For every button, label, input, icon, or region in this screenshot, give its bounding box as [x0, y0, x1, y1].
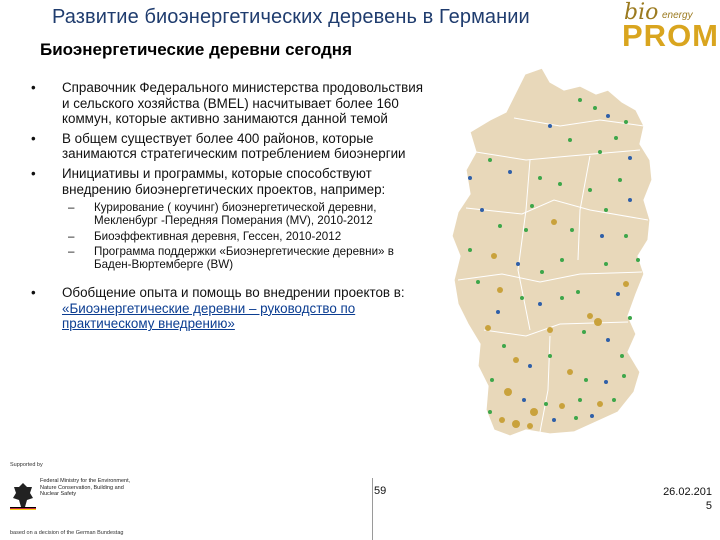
village-dot-green — [578, 398, 582, 402]
page-number: 59 — [374, 485, 387, 497]
village-dot-blue — [606, 338, 610, 342]
village-dot-blue — [590, 414, 594, 418]
village-dot-gold — [504, 388, 512, 396]
date-line-2: 5 — [705, 500, 712, 512]
bullet-text: Справочник Федерального министерства продовольствия и сельского хозяйства (BMEL) насчитывает более 160 коммун, которые активно занимаются данной темой — [62, 80, 424, 127]
village-dot-green — [574, 416, 578, 420]
ministry-name: Federal Ministry for the Environment, Nature Conservation, Building and Nuclear Safety — [40, 478, 131, 497]
village-dot-blue — [522, 398, 526, 402]
village-dot-green — [560, 296, 564, 300]
village-dot-green — [578, 98, 582, 102]
village-dot-green — [612, 398, 616, 402]
germany-map — [430, 60, 680, 460]
village-dot-green — [548, 354, 552, 358]
village-dot-blue — [628, 198, 632, 202]
village-dot-gold — [623, 281, 629, 287]
village-dot-gold — [547, 327, 553, 333]
village-dot-green — [488, 410, 492, 414]
village-dot-green — [498, 224, 502, 228]
village-dot-green — [593, 106, 597, 110]
village-dot-gold — [587, 313, 593, 319]
village-dot-green — [570, 228, 574, 232]
logo-prom-text: PROM — [622, 18, 719, 53]
supported-by-label: Supported by — [10, 462, 43, 468]
village-dot-gold — [491, 253, 497, 259]
village-dot-green — [558, 182, 562, 186]
village-dot-gold — [512, 420, 520, 428]
village-dot-green — [614, 136, 618, 140]
village-dot-green — [502, 344, 506, 348]
bullet-text: Обобщение опыта и помощь во внедрении проектов в: — [62, 285, 405, 301]
village-dot-green — [560, 258, 564, 262]
village-dot-green — [636, 258, 640, 262]
bullet-text: В общем существует более 400 районов, которые занимаются стратегическим потреблением биоэнергии — [62, 130, 406, 162]
village-dot-green — [582, 330, 586, 334]
village-dot-green — [544, 402, 548, 406]
bullet-item — [28, 80, 428, 127]
village-dot-blue — [548, 124, 552, 128]
village-dot-gold — [551, 219, 557, 225]
village-dot-blue — [538, 302, 542, 306]
slide-date — [658, 485, 712, 513]
village-dot-gold — [594, 318, 602, 326]
village-dot-blue — [528, 364, 532, 368]
date-line-1: 26.02.201 — [663, 486, 712, 498]
bullet-item — [28, 285, 428, 332]
village-dot-green — [622, 374, 626, 378]
village-dot-green — [490, 378, 494, 382]
bioenergy-prom-logo — [620, 0, 719, 53]
slide-title: Развитие биоэнергетических деревень в Германии — [52, 6, 530, 28]
village-dot-blue — [628, 156, 632, 160]
bullet-item — [28, 131, 428, 162]
village-dot-gold — [513, 357, 519, 363]
footer-divider — [372, 478, 373, 540]
village-dot-gold — [530, 408, 538, 416]
village-dot-green — [488, 158, 492, 162]
sub-bullet-item: – Программа поддержки «Биоэнергетические деревни» в Баден-Вюртемберге (BW) — [62, 245, 428, 271]
village-dot-green — [618, 178, 622, 182]
bullet-list — [28, 80, 428, 336]
village-dot-gold — [567, 369, 573, 375]
village-dot-green — [476, 280, 480, 284]
village-dot-blue — [606, 114, 610, 118]
village-dot-blue — [552, 418, 556, 422]
village-dot-green — [604, 262, 608, 266]
village-dot-blue — [496, 310, 500, 314]
slide-subtitle: Биоэнергетические деревни сегодня — [40, 40, 352, 59]
village-dot-gold — [559, 403, 565, 409]
sub-bullet-item: – Биоэффективная деревня, Гессен, 2010-2012 — [62, 230, 428, 243]
village-dot-blue — [508, 170, 512, 174]
village-dot-gold — [527, 423, 533, 429]
village-dot-blue — [600, 234, 604, 238]
village-dot-gold — [499, 417, 505, 423]
village-dot-green — [538, 176, 542, 180]
village-dot-green — [620, 354, 624, 358]
guide-link[interactable]: «Биоэнергетические деревни – руководство по практическому внедрению» — [62, 300, 356, 332]
village-dot-blue — [604, 380, 608, 384]
village-dot-gold — [597, 401, 603, 407]
village-dot-green — [584, 378, 588, 382]
logo-energy-text: energy — [662, 10, 693, 21]
village-dot-green — [624, 234, 628, 238]
logo-bio-text: bio — [624, 0, 659, 25]
village-dot-green — [588, 188, 592, 192]
village-dot-green — [628, 316, 632, 320]
village-dot-green — [568, 138, 572, 142]
village-dot-blue — [468, 176, 472, 180]
bundestag-note: based on a decision of the German Bundestag — [10, 530, 124, 536]
village-dot-green — [598, 150, 602, 154]
village-dot-blue — [616, 292, 620, 296]
bullet-text: Инициативы и программы, которые способствуют внедрению биоэнергетических проектов, например: — [62, 165, 386, 197]
sub-bullet-item: – Курирование ( коучинг) биоэнергетической деревни, Мекленбург -Передняя Померания (MV), 2010-2012 — [62, 201, 428, 227]
village-dot-green — [540, 270, 544, 274]
federal-eagle-icon — [10, 480, 36, 510]
village-dot-green — [624, 120, 628, 124]
village-dot-green — [524, 228, 528, 232]
village-dot-green — [604, 208, 608, 212]
sponsor-block — [8, 462, 138, 538]
village-dot-blue — [480, 208, 484, 212]
village-dot-green — [530, 204, 534, 208]
village-dot-gold — [485, 325, 491, 331]
village-dot-green — [520, 296, 524, 300]
village-dot-green — [576, 290, 580, 294]
village-dot-green — [468, 248, 472, 252]
sub-bullet-list — [62, 201, 428, 271]
village-dot-blue — [516, 262, 520, 266]
bullet-item — [28, 166, 428, 271]
village-dot-gold — [497, 287, 503, 293]
